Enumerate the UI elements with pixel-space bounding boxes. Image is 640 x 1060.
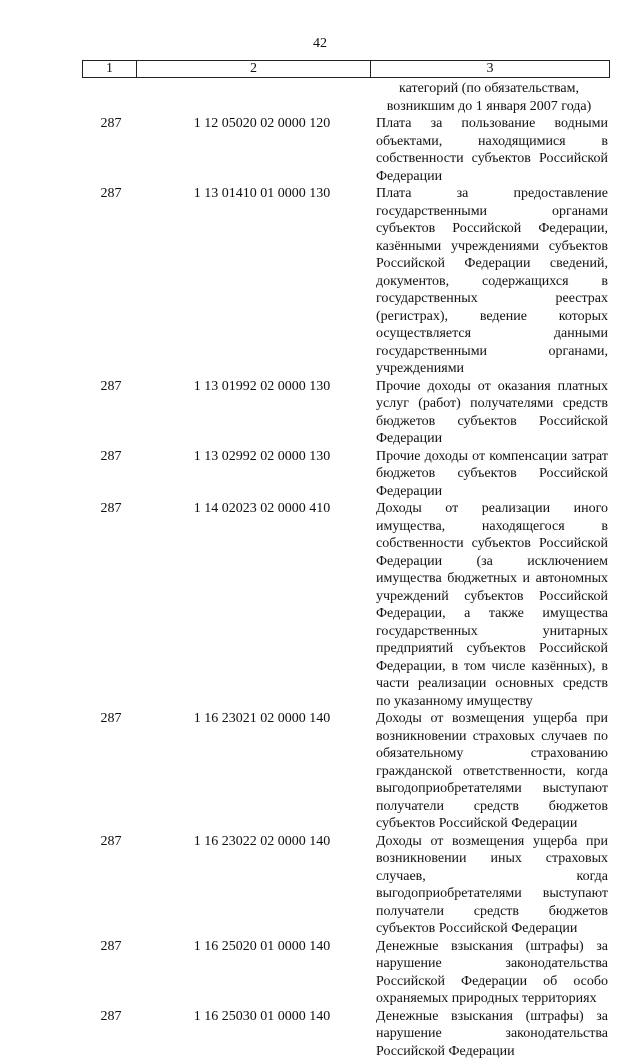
admin-code: 287 [82, 938, 136, 1008]
revenue-description: Прочие доходы от оказания платных услуг (работ) получателями средств бюджетов субъектов Российской Федерации [370, 378, 610, 448]
table-row [82, 1008, 610, 1060]
revenue-code: 1 13 01992 02 0000 130 [136, 378, 370, 448]
revenue-description: Плата за пользование водными объектами, находящимися в собственности субъектов Российской Федерации [370, 115, 610, 185]
admin-code: 287 [82, 185, 136, 378]
table-row [82, 833, 610, 938]
continuation-text: категорий (по обязательствам, возникшим до 1 января 2007 года) [370, 80, 610, 115]
revenue-description: Доходы от возмещения ущерба при возникновении иных страховых случаев, когда выгодоприобретателями выступают получатели средств бюджетов субъектов Российской Федерации [370, 833, 610, 938]
table-row [82, 500, 610, 710]
admin-code: 287 [82, 378, 136, 448]
revenue-code: 1 16 25030 01 0000 140 [136, 1008, 370, 1060]
continuation-row [82, 80, 610, 115]
header-col-3: 3 [371, 61, 609, 77]
table-row [82, 378, 610, 448]
revenue-description: Денежные взыскания (штрафы) за нарушение законодательства Российской Федерации об особо охраняемых природных территориях [370, 938, 610, 1008]
revenue-code: 1 13 02992 02 0000 130 [136, 448, 370, 501]
page-number: 42 [0, 36, 640, 52]
admin-code: 287 [82, 833, 136, 938]
revenue-description: Денежные взыскания (штрафы) за нарушение законодательства Российской Федерации [370, 1008, 610, 1060]
table-header [82, 60, 610, 78]
admin-code: 287 [82, 115, 136, 185]
revenue-description: Доходы от возмещения ущерба при возникновении страховых случаев по обязательному страхованию гражданской ответственности, когда выгодоприобретателями выступают получатели средств бюджетов субъектов Российской Федерации [370, 710, 610, 833]
revenue-code: 1 14 02023 02 0000 410 [136, 500, 370, 710]
revenue-code: 1 16 25020 01 0000 140 [136, 938, 370, 1008]
revenue-code: 1 16 23021 02 0000 140 [136, 710, 370, 833]
revenue-code: 1 12 05020 02 0000 120 [136, 115, 370, 185]
table-row [82, 448, 610, 501]
revenue-description: Прочие доходы от компенсации затрат бюджетов субъектов Российской Федерации [370, 448, 610, 501]
revenue-code: 1 16 23022 02 0000 140 [136, 833, 370, 938]
admin-code: 287 [82, 710, 136, 833]
revenue-description: Доходы от реализации иного имущества, находящегося в собственности субъектов Российской Федерации (за исключением имущества бюджетных и автономных учреждений субъектов Российской Федерации, а также имущества государственных унитарных предприятий субъектов Российской Федерации, в том числе казённых), в части реализации основных средств по указанному имуществу [370, 500, 610, 710]
admin-code: 287 [82, 1008, 136, 1060]
table-row [82, 710, 610, 833]
table-body [82, 80, 610, 1060]
admin-code: 287 [82, 500, 136, 710]
table-row [82, 185, 610, 378]
revenue-code: 1 13 01410 01 0000 130 [136, 185, 370, 378]
header-col-2: 2 [137, 61, 371, 77]
table-row [82, 115, 610, 185]
revenue-description: Плата за предоставление государственными органами субъектов Российской Федерации, казёнными учреждениями субъектов Российской Федерации сведений, документов, содержащихся в государственных реестрах (регистрах), ведение которых осуществляется данными государственными органами, учреждениями [370, 185, 610, 378]
admin-code: 287 [82, 448, 136, 501]
header-col-1: 1 [83, 61, 137, 77]
table-row [82, 938, 610, 1008]
